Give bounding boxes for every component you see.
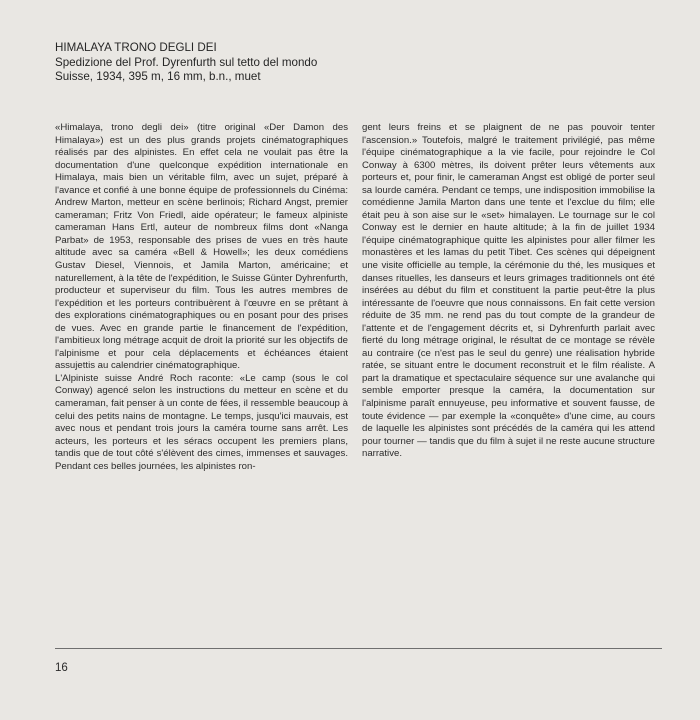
body-paragraph: «Himalaya, trono degli dei» (titre original «Der Damon des Himalaya») est un des plus grands projets cinématographiques réalisés par des alpinistes. En effet cela ne voulait pas être la documentation d'une quelconque expédition internationale en Himalaya, mais bien un véritable film, avec un sujet, préparé à l'avance et confié à une bonne équipe de professionnels du Cinéma: Andrew Marton, metteur en scène berlinois; Richard Angst, premier cameraman; Fritz Von Friedl, aide opérateur; le fameux alpiniste cameraman Hans Ertl, auteur de nombreux films dont «Nanga Parbat» de 1953, responsable des prises de vues en très haute altitude avec sa caméra «Bell & Howell»; les deux comédiens Gustav Diesel, Viennois, et Jamila Marton, américaine; et naturellement, à la tête de l'expédition, le Suisse Günter Dyhrenfurth, producteur et superviseur du film. Tous les autres membres de l'expédition et les porteurs contribuèrent à l'œuvre en se prêtant à des explorations cinématographiques ou en posant pour des prises de vues. Avec en grande partie le financement de l'expédition, l'ambitieux long métrage acquit de droit la priorité sur les objectifs de l'alpinisme et pour cela déplacements et échéances étaient assujettis au calendrier cinématographique.	[55, 122, 349, 372]
footer-rule	[55, 648, 662, 649]
film-entry-header	[55, 41, 375, 85]
right-text-column	[362, 122, 655, 461]
page-number: 16	[55, 662, 68, 674]
left-text-column	[55, 122, 348, 473]
body-paragraph: gent leurs freins et se plaignent de ne pas pouvoir tenter l'ascension.» Toutefois, malgré le traitement privilégié, pas même l'équipe cinématographique a la vie facile, pour rejoindre le Col Conway à 6300 mètres, ils doivent prêter leurs vêtements aux porteurs et, pour finir, le cameraman Angst est obligé de porter seul sa lourde caméra. Pendant ce temps, une indisposition immobilise la comédienne Jamila Marton dans une tente et l'exclue du film; elle était peu à son aise sur le «set» himalayen. Le tournage sur le col Conway est le dernier en haute altitude; à la fin de juillet 1934 l'équipe cinématographique quitte les alpinistes pour aller filmer les monastères et les lamas du petit Tibet. Ces scènes qui dépeignent une visite officielle au temple, la cérémonie du thé, les musiques et danses rituelles, les danseurs et leurs grimages traditionnels ont été insérées au début du film et constituent la partie peut-être la plus intéressante de l'oeuvre que nous connaissons. En fait cette version réduite de 35 mm. ne rend pas du tout compte de la grandeur de l'attente et de l'engagement décrits et, si Dyhrenfurth parlait avec fierté du long métrage original, le résultat de ce montage se révèle au contraire (ce n'est pas le seul du genre) une réalisation hybride ratée, se situant entre le document reconstruit et le film réaliste. A part la dramatique et spectaculaire séquence sur une avalanche qui semble emporter presque la caméra, la documentation sur l'alpinisme paraît ennuyeuse, peu informative et souvent fausse, de toute évidence — par exemple la «conquête» d'une cime, au cours de laquelle les alpinistes sont précédés de la caméra qui les attend pour tourner — tandis que du film à sujet il ne reste aucune structure narrative.	[362, 122, 655, 460]
film-subtitle: Spedizione del Prof. Dyrenfurth sul tetto del mondo	[55, 55, 318, 69]
body-paragraph: L'Alpiniste suisse André Roch raconte: «Le camp (sous le col Conway) agencé selon les instructions du metteur en scène et du cameraman, fait penser à un conte de fées, il ressemble beaucoup à celui des petits nains de montagne. Le temps, jusqu'ici mauvais, est avec nous et pendant trois jours la caméra tourne sans arrêt. Les acteurs, les porteurs et les séracs occupent les premiers plans, tandis que de tout côté s'élèvent des cimes, immenses et sauvages. Pendant ces belles journées, les alpinistes ron-	[55, 372, 348, 472]
film-details: Suisse, 1934, 395 m, 16 mm, b.n., muet	[55, 70, 261, 84]
film-title: HIMALAYA TRONO DEGLI DEI	[55, 41, 217, 54]
